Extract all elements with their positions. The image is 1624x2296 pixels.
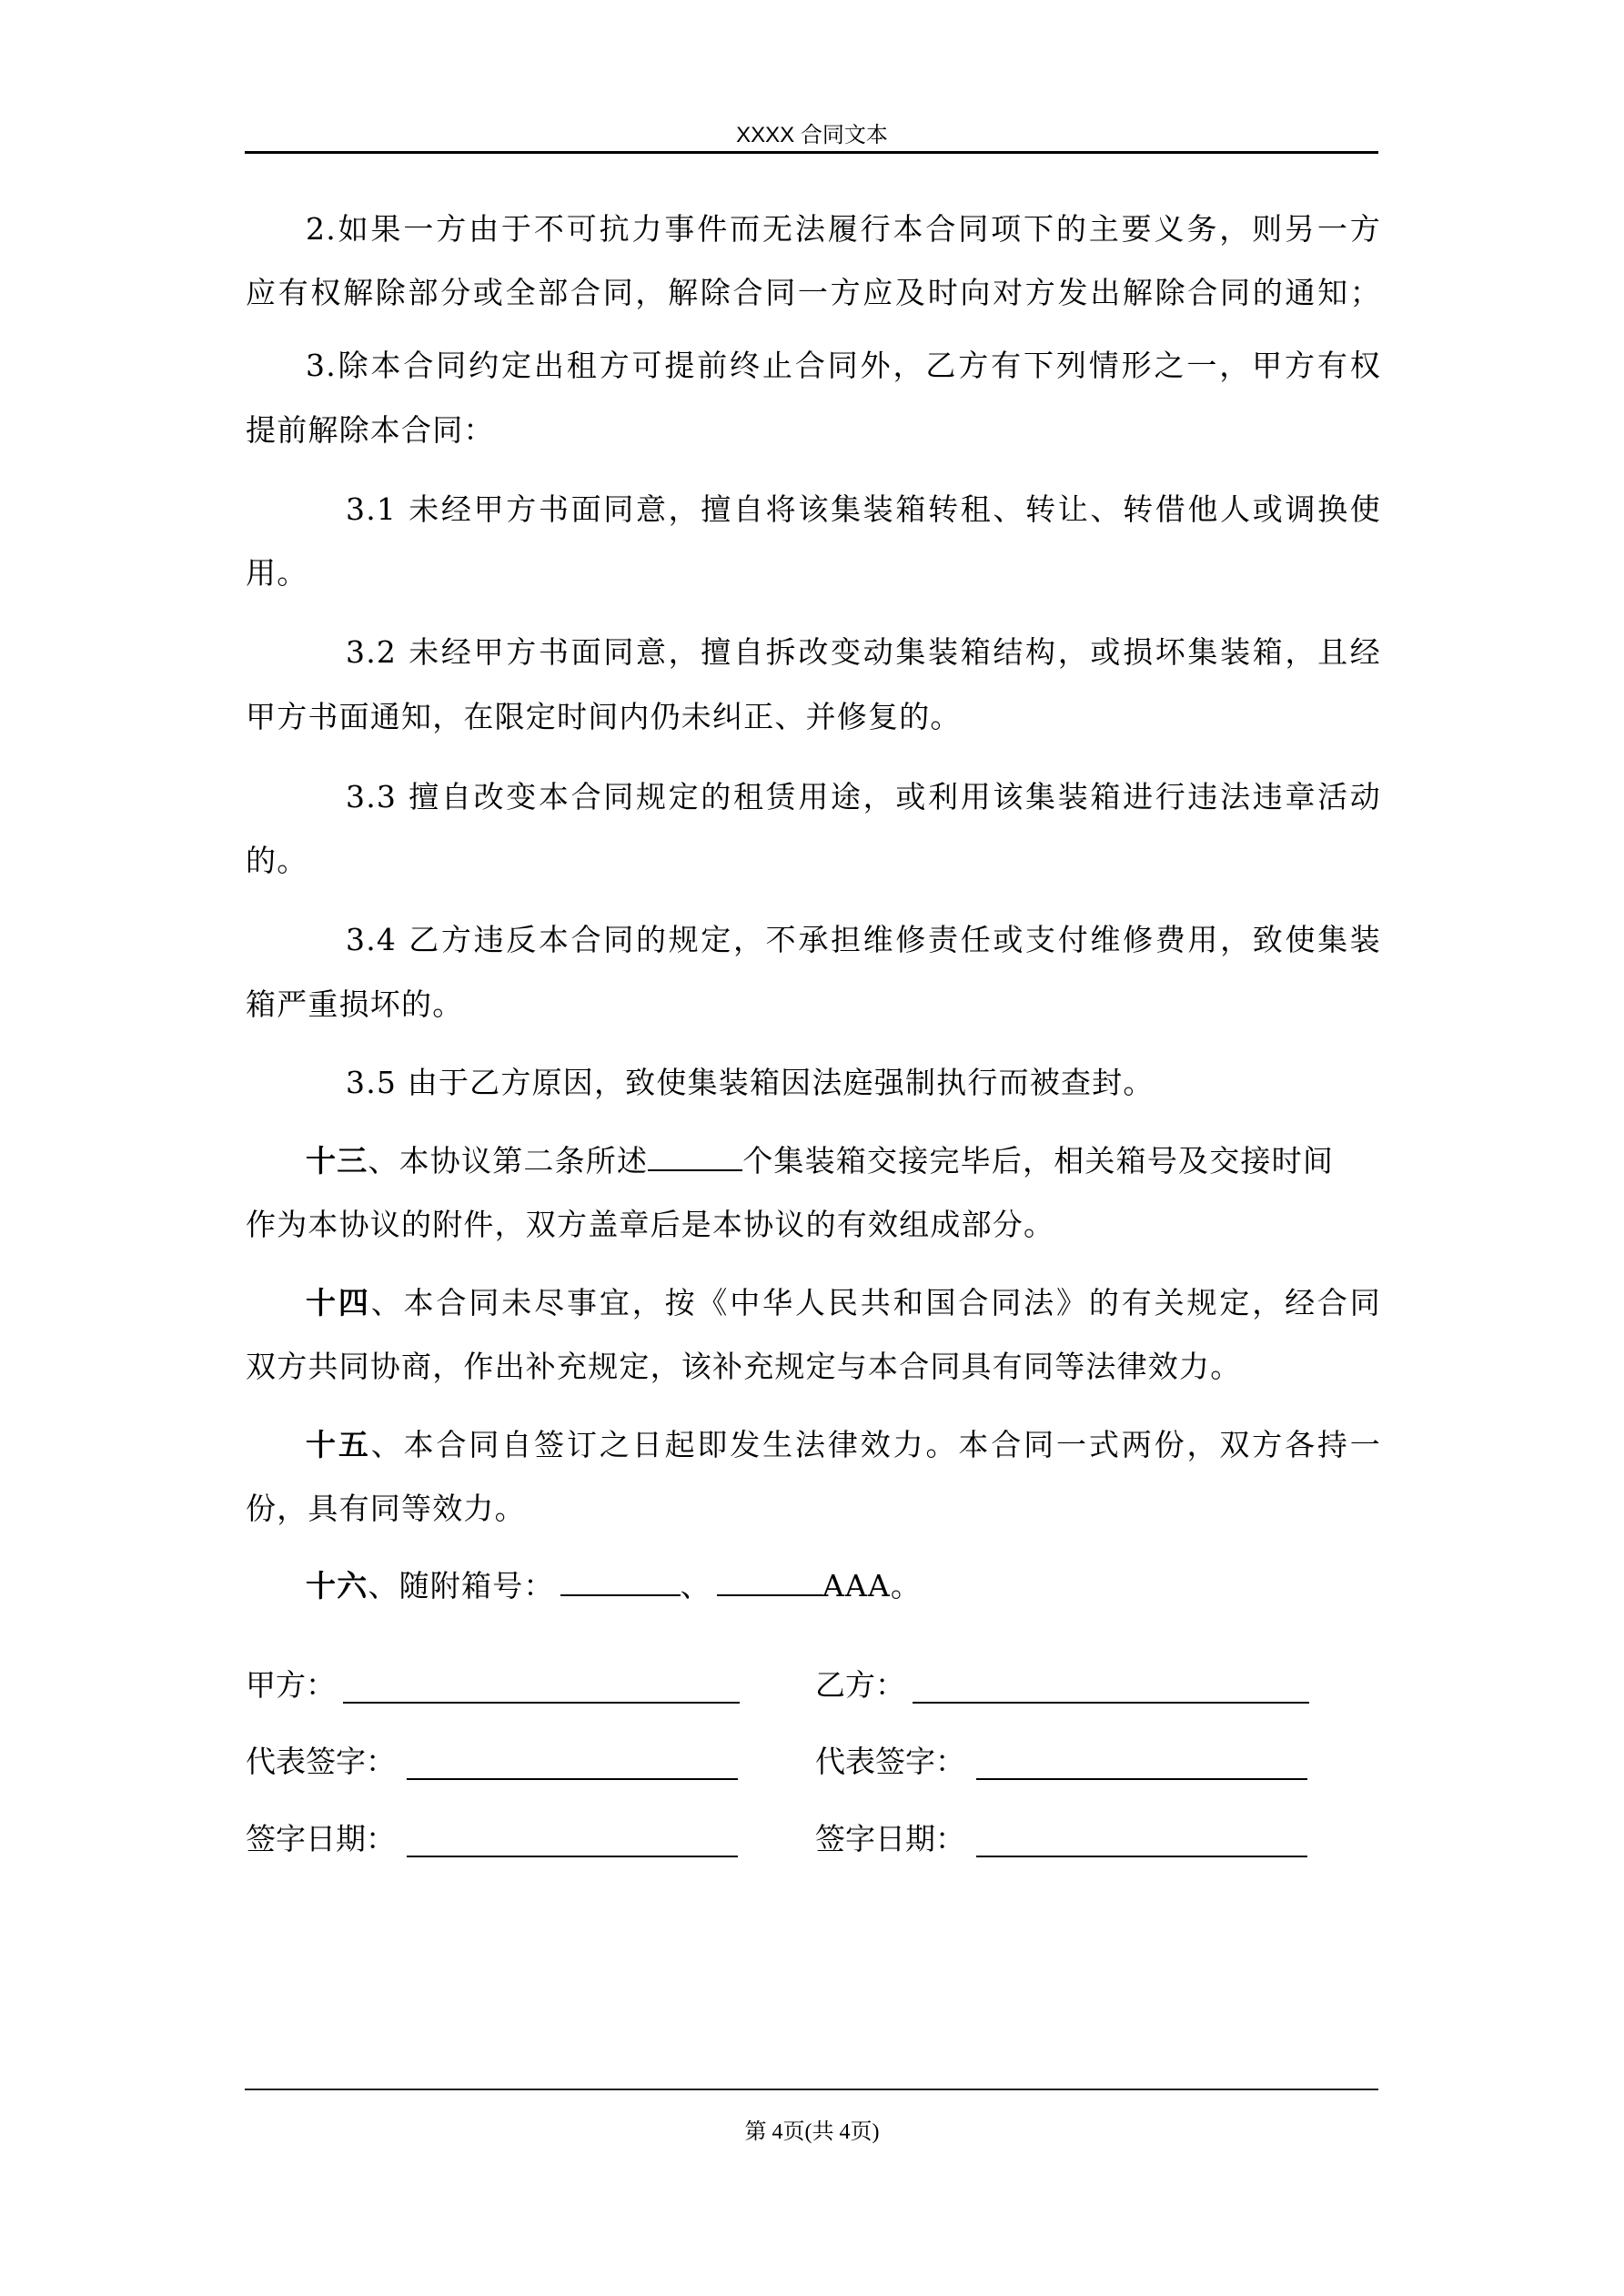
clause-14-line-1 xyxy=(246,1285,1381,1321)
paragraph-line: 应有权解除部分或全部合同，解除合同一方应及时向对方发出解除合同的通知； xyxy=(246,275,1381,310)
box-number-blank-2[interactable] xyxy=(717,1567,822,1596)
party-b-representative-label: 代表签字： xyxy=(815,1744,965,1779)
footer-divider xyxy=(245,2089,1378,2090)
party-a-representative-line[interactable] xyxy=(407,1749,738,1780)
clause-15-line-1 xyxy=(246,1427,1381,1463)
clause-text: 本协议第二条所述 xyxy=(398,1143,649,1178)
party-b-label: 乙方： xyxy=(815,1667,905,1703)
party-a-date-field xyxy=(246,1821,738,1857)
clause-text: 、本合同自签订之日起即发生法律效力。本合同一式两份，双方各持一 xyxy=(370,1427,1382,1462)
party-a-signature-line[interactable] xyxy=(343,1673,740,1704)
party-a-date-label: 签字日期： xyxy=(246,1821,396,1856)
party-b-representative-line[interactable] xyxy=(976,1749,1307,1780)
party-a-field xyxy=(246,1667,740,1704)
header-divider xyxy=(245,151,1378,154)
box-number-blank-1[interactable] xyxy=(560,1567,681,1596)
clause-text: 、本合同未尽事宜，按《中华人民共和国合同法》的有关规定，经合同 xyxy=(370,1285,1382,1320)
clause-heading: 十四 xyxy=(306,1285,371,1320)
paragraph-line: 的。 xyxy=(246,843,308,878)
party-b-date-label: 签字日期： xyxy=(815,1821,965,1856)
paragraph-line: 3.5 由于乙方原因，致使集装箱因法庭强制执行而被查封。 xyxy=(346,1065,1155,1100)
clause-15-line-2: 份，具有同等效力。 xyxy=(246,1491,526,1526)
quantity-blank-field[interactable] xyxy=(648,1142,742,1171)
paragraph-line: 3.除本合同约定出租方可提前终止合同外，乙方有下列情形之一，甲方有权 xyxy=(306,348,1381,383)
party-b-signature-line[interactable] xyxy=(913,1673,1309,1704)
clause-heading: 十五 xyxy=(306,1427,371,1462)
clause-16-line xyxy=(246,1567,922,1604)
header-title: XXXX 合同文本 xyxy=(736,123,888,147)
party-b-date-field xyxy=(815,1821,1307,1857)
paragraph-line: 3.3 擅自改变本合同规定的租赁用途，或利用该集装箱进行违法违章活动 xyxy=(346,779,1381,814)
party-b-field xyxy=(815,1667,1309,1704)
clause-14-line-2: 双方共同协商，作出补充规定，该补充规定与本合同具有同等法律效力。 xyxy=(246,1349,1242,1384)
clause-separator: 、 xyxy=(368,1143,399,1178)
paragraph-line: 3.4 乙方违反本合同的规定，不承担维修责任或支付维修费用，致使集装 xyxy=(346,922,1381,957)
clause-heading: 十六 xyxy=(306,1568,368,1603)
clause-13-line-1 xyxy=(246,1142,1381,1179)
paragraph-line: 提前解除本合同： xyxy=(246,412,495,448)
clause-text: 个集装箱交接完毕后，相关箱号及交接时间 xyxy=(742,1143,1335,1178)
paragraph-line: 3.2 未经甲方书面同意，擅自拆改变动集装箱结构，或损坏集装箱，且经 xyxy=(346,634,1381,670)
clause-13-line-2: 作为本协议的附件，双方盖章后是本协议的有效组成部分。 xyxy=(246,1207,1055,1242)
party-a-representative-label: 代表签字： xyxy=(246,1744,396,1779)
clause-text: AAA。 xyxy=(822,1568,923,1603)
party-a-date-line[interactable] xyxy=(407,1826,738,1857)
paragraph-line: 箱严重损坏的。 xyxy=(246,986,464,1022)
paragraph-line: 用。 xyxy=(246,555,308,591)
party-a-label: 甲方： xyxy=(246,1667,336,1703)
clause-separator: 、 xyxy=(680,1568,711,1603)
paragraph-line: 2.如果一方由于不可抗力事件而无法履行本合同项下的主要义务，则另一方 xyxy=(306,211,1381,247)
party-a-representative-field xyxy=(246,1744,738,1780)
paragraph-line: 3.1 未经甲方书面同意，擅自将该集装箱转租、转让、转借他人或调换使 xyxy=(346,491,1381,527)
party-b-date-line[interactable] xyxy=(976,1826,1307,1857)
paragraph-line: 甲方书面通知，在限定时间内仍未纠正、并修复的。 xyxy=(246,699,962,734)
party-b-representative-field xyxy=(815,1744,1307,1780)
page-number: 第 4页(共 4页) xyxy=(744,2120,880,2144)
clause-heading: 十三 xyxy=(306,1143,368,1178)
clause-text: 、随附箱号： xyxy=(368,1568,555,1603)
